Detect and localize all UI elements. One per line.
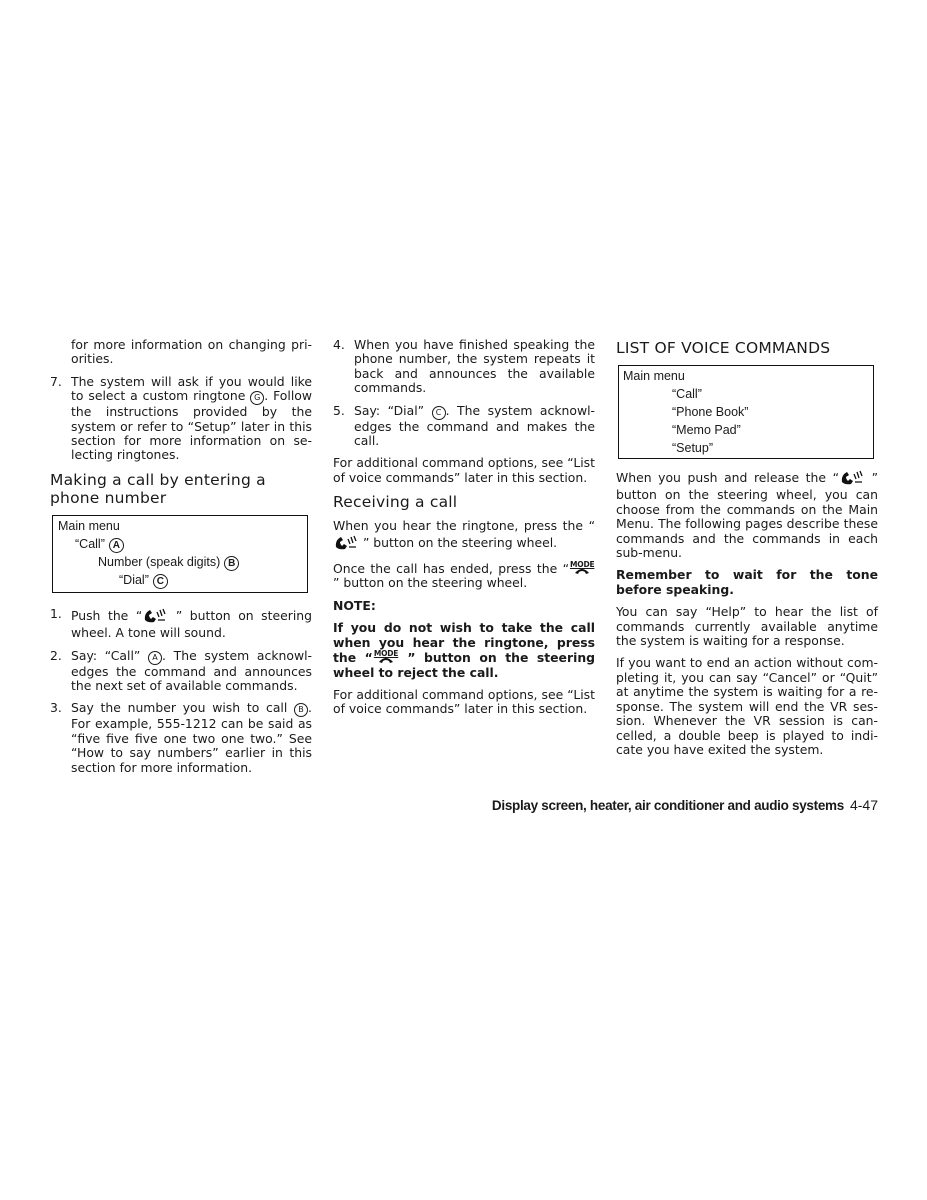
text-run: Once the call has ended, press the “	[333, 561, 569, 577]
menu-item-call: “Call”	[672, 387, 702, 401]
page-footer	[492, 797, 878, 813]
phone-voice-icon	[839, 469, 865, 488]
list-item-3	[50, 701, 312, 775]
menu-line-call	[75, 536, 124, 553]
list-text: ” button on steering wheel. A tone will sound.	[71, 607, 312, 641]
mode-label: MODE	[570, 560, 595, 570]
list-text: Say: “Call”	[71, 647, 149, 663]
menu-line-number	[98, 554, 239, 571]
list-item-4	[333, 338, 595, 396]
marker-c: C	[432, 406, 446, 420]
marker-a: A	[148, 651, 162, 665]
mode-label: MODE	[373, 649, 399, 659]
list-text: . The system acknowl- edges the command and announces the next set of available commands.	[71, 647, 312, 694]
column-middle	[333, 338, 595, 725]
continued-paragraph: for more information on changing pri- orities.	[71, 337, 312, 367]
paragraph-call-ended	[333, 561, 595, 591]
list-number: 4.	[333, 337, 345, 352]
paragraph-help: You can say “Help” to hear the list of commands currently available anytime the system is waiting for a response.	[616, 604, 878, 649]
main-menu-commands-diagram	[618, 365, 874, 459]
list-text: When you have finished speaking the phone number, the system repeats it back and announces the available commands.	[354, 337, 595, 396]
list-number: 5.	[333, 402, 345, 418]
list-text: Say: “Dial”	[354, 402, 432, 418]
text-run: When you hear the ringtone, press the “	[333, 518, 595, 534]
column-right	[616, 338, 878, 765]
list-text: Say the number you wish to call	[71, 700, 295, 716]
marker-b: B	[294, 703, 308, 717]
text-run: If you do not wish to take the call when you hear the ringtone, press the “	[333, 620, 595, 666]
paragraph-remember: Remember to wait for the tone before speaking.	[616, 567, 878, 597]
list-number: 7.	[50, 373, 62, 389]
text-run: ” button on the steering wheel.	[333, 575, 528, 591]
paragraph-push-release	[616, 469, 878, 560]
menu-item-phone-book: “Phone Book”	[672, 405, 749, 419]
list-number: 2.	[50, 647, 62, 663]
list-item-1	[50, 607, 312, 641]
main-menu-diagram	[52, 515, 308, 593]
menu-text: Number (speak digits)	[98, 554, 221, 569]
menu-item-memo-pad: “Memo Pad”	[672, 423, 741, 437]
paragraph-end-action: If you want to end an action without com- pleting it, you can say “Cancel” or “Quit” at anytime the system is waiting for a re- sponse. The system will end the VR ses- sion. Whenever the VR session is can- celled, a double beep is played to indi- cate you have exited the system.	[616, 655, 878, 757]
paragraph-options: For additional command options, see “List of voice commands” later in this section.	[333, 686, 595, 717]
marker-b: B	[224, 556, 239, 571]
column-left	[50, 338, 312, 783]
text-run: ” button on the steering wheel to reject the call.	[333, 650, 596, 680]
mode-hangup-icon	[373, 650, 399, 664]
marker-g: G	[250, 391, 264, 405]
list-item-2	[50, 649, 312, 694]
marker-a: A	[109, 538, 124, 553]
section-heading-voice-commands: LIST OF VOICE COMMANDS	[616, 339, 831, 357]
menu-title: Main menu	[623, 369, 685, 383]
phone-voice-icon	[142, 607, 168, 626]
list-text: . The system acknowl- edges the command and makes the call.	[354, 402, 595, 449]
menu-item-setup: “Setup”	[672, 441, 713, 455]
note-text	[333, 621, 595, 680]
menu-text: “Dial”	[119, 572, 149, 587]
list-text: Push the “	[71, 607, 143, 623]
text-run: When you push and release the “	[616, 470, 840, 485]
section-heading-making-call: Making a call by entering a phone number	[50, 470, 266, 507]
mode-hangup-icon	[569, 561, 595, 575]
marker-c: C	[153, 574, 168, 589]
menu-line-dial	[119, 572, 168, 589]
menu-title: Main menu	[58, 518, 120, 533]
menu-text: “Call”	[75, 536, 105, 551]
section-heading-receiving: Receiving a call	[333, 493, 458, 512]
list-item-5	[333, 404, 595, 449]
list-text: . For example, 555-1212 can be said as “five five five one two one two.” See “How to say numbers” earlier in this section for more information.	[71, 700, 312, 775]
text-run: ” button on the steering wheel, you can choose from the commands on the Main Menu. The following pages describe these commands and the commands in each sub-menu.	[616, 470, 878, 561]
list-text: . Follow the instructions provided by the system or refer to “Setup” later in this section for more information on se- lecting ringtones.	[71, 388, 312, 463]
page-number: 4-47	[849, 797, 878, 813]
paragraph-ringtone	[333, 519, 595, 553]
paragraph-options: For additional command options, see “List of voice commands” later in this section.	[333, 455, 595, 485]
list-number: 1.	[50, 605, 62, 621]
text-run: ” button on the steering wheel.	[359, 534, 558, 550]
list-number: 3.	[50, 700, 62, 716]
list-text: The system will ask if you would like to select a custom ringtone	[71, 373, 312, 404]
phone-voice-icon	[333, 534, 359, 553]
list-item-7	[50, 375, 312, 463]
note-label: NOTE:	[333, 597, 376, 613]
footer-section-title: Display screen, heater, air conditioner and audio systems	[491, 798, 844, 813]
